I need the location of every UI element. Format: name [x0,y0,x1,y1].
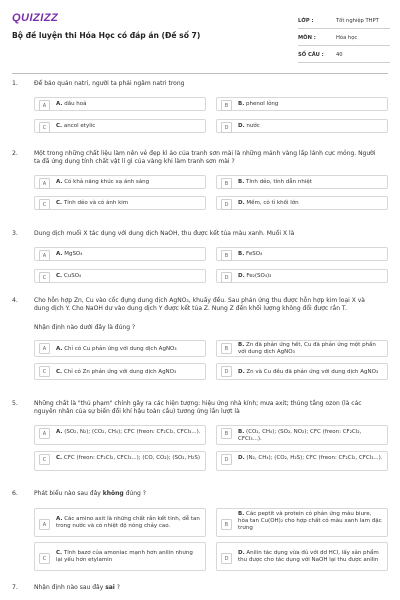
answer-option-d[interactable] [216,196,388,210]
option-text: Tính dẻo, tính dẫn nhiệt [246,179,312,185]
option-letter: A [39,178,50,189]
option-prefix: D. [238,455,245,461]
option-text: Anilin tác dụng vừa đủ với dd HCl, lấy sản phẩm thu được cho tác dụng với NaOH lại thu được anilin [238,550,379,563]
answer-option-d[interactable] [216,542,388,571]
option-letter: D [221,366,232,377]
worksheet-meta [298,14,390,65]
option-prefix: A. [56,346,63,352]
option-text: (SO₂, N₂); (CO₂, CH₄); CFC (freon: CF₂Cl₂, CFCl₃...). [64,429,201,435]
answer-option-d[interactable] [216,119,388,133]
option-text: nước [246,123,260,129]
option-text: Chỉ có Zn phản ứng với dung dịch AgNO₃ [63,369,177,375]
question-number: 3. [12,230,18,237]
meta-row-count [298,48,390,63]
option-prefix: B. [238,179,245,185]
answer-option-b[interactable] [216,340,388,357]
answer-option-a[interactable] [34,247,206,261]
option-text: Mềm, có tỉ khối lớn [246,200,299,206]
option-text: dầu hoả [64,101,87,107]
answer-option-b[interactable] [216,508,388,537]
option-text: Chỉ có Cu phản ứng với dung dịch AgNO₃ [64,346,177,352]
answer-option-c[interactable] [34,363,206,380]
answer-option-c[interactable] [34,542,206,571]
question-number: 5. [12,400,18,407]
question-number: 7. [12,584,18,591]
question-text: Để bảo quản natri, người ta phải ngâm natri trong [34,80,185,87]
option-letter: C [39,199,50,210]
meta-label: SỐ CÂU : [298,52,324,58]
quizizz-logo: QUIZIZZ [12,12,59,24]
option-prefix: B. [238,429,245,435]
option-text: MgSO₄ [64,251,83,257]
option-prefix: D. [238,123,245,129]
answer-option-d[interactable] [216,451,388,471]
header-divider [12,73,388,74]
option-prefix: A. [56,101,63,107]
option-prefix: B. [238,251,245,257]
option-prefix: A. [56,429,63,435]
answer-option-c[interactable] [34,196,206,210]
option-prefix: A. [56,179,63,185]
option-text: phenol lỏng [246,101,279,107]
question-text: Nhận định nào sau đây sai ? [34,584,120,591]
option-letter: C [39,122,50,133]
option-letter: B [221,519,232,530]
answer-option-d[interactable] [216,363,388,380]
option-prefix: D. [238,550,245,556]
option-text: Tính dẻo và có ánh kim [63,200,129,206]
option-prefix: B. [238,101,245,107]
answer-option-b[interactable] [216,425,388,445]
option-text: CuSO₄ [63,273,82,279]
option-prefix: D. [238,273,245,279]
answer-option-c[interactable] [34,119,206,133]
option-letter: B [221,343,232,354]
option-prefix: D. [238,369,245,375]
option-letter: B [221,178,232,189]
option-prefix: C. [56,200,63,206]
question-number: 2. [12,150,18,157]
answer-options [34,247,388,283]
answer-option-a[interactable] [34,340,206,357]
option-prefix: C. [56,273,63,279]
option-letter: C [39,553,50,564]
option-text: Tính bazơ của amoniac mạnh hơn anilin nhưng lại yếu hơn etylamin [56,550,193,563]
option-prefix: A. [56,516,63,522]
option-text: (CO₂, CH₄); (SO₂, NO₂); CFC (freon: CF₂Cl₂, CFCl₃...). [238,429,362,442]
option-text: FeSO₄ [246,251,263,257]
meta-value: Hóa học [336,35,358,41]
answer-option-a[interactable] [34,425,206,445]
question-text: Cho hỗn hợp Zn, Cu vào cốc đựng dung dịch AgNO₃, khuấy đều. Sau phản ứng thu được hỗn hợp kim loại X và dung dịch Y. Cho NaOH dư vào dung dịch Y được kết tủa Z. Nung Z đến khối lượng không đổi được rắn T. [34,297,365,313]
answer-options [34,97,388,133]
option-prefix: C. [56,123,63,129]
option-letter: A [39,250,50,261]
option-prefix: B. [238,342,245,348]
option-letter: A [39,343,50,354]
question-text: Một trong những chất liệu làm nên vẻ đẹp kì ảo của tranh sơn mài là những mảnh vàng lấp lánh cực mỏng. Người ta đã ứng dụng tính chất vật lí gì của vàng khi làm tranh sơn mài ? [34,150,376,166]
answer-option-b[interactable] [216,175,388,189]
option-text: CFC (freon: CF₂Cl₂, CFCl₃...); (CO, CO₂); (SO₂, H₂S) [63,455,200,461]
answer-option-c[interactable] [34,269,206,283]
option-letter: D [221,553,232,564]
option-letter: C [39,366,50,377]
answer-options [34,425,388,471]
option-prefix: A. [56,251,63,257]
answer-option-a[interactable] [34,508,206,537]
option-letter: D [221,122,232,133]
option-text: Zn và Cu đều đã phản ứng với dung dịch AgNO₃ [246,369,379,375]
option-letter: D [221,199,232,210]
answer-option-b[interactable] [216,247,388,261]
answer-option-a[interactable] [34,175,206,189]
answer-option-a[interactable] [34,97,206,111]
option-text: Zn đã phản ứng hết, Cu đã phản ứng một phần với dung dịch AgNO₃ [238,342,376,355]
meta-row-grade [298,14,390,29]
answer-option-c[interactable] [34,451,206,471]
answer-options [34,508,388,571]
answer-option-d[interactable] [216,269,388,283]
option-text: ancol etylic [63,123,96,129]
option-letter: D [221,272,232,283]
meta-label: MÔN : [298,35,316,41]
question-number: 4. [12,297,18,304]
question-number: 6. [12,490,18,497]
answer-options [34,175,388,210]
question-text: Những chất là "thủ phạm" chính gây ra các hiện tượng: hiệu ứng nhà kính; mưa axit; thủng tầng ozon (là các nguyên nhân của sự biến đổi khí hậu toàn cầu) tương ứng lần lượt là [34,400,362,416]
answer-options [34,340,388,380]
option-letter: A [39,428,50,439]
answer-option-b[interactable] [216,97,388,111]
option-prefix: C. [56,369,63,375]
option-prefix: D. [238,200,245,206]
option-text: Fe₂(SO₄)₃ [246,273,272,279]
meta-label: LỚP : [298,18,314,24]
question-prompt: Nhận định nào dưới đây là đúng ? [34,324,136,331]
option-text: Các amino axit là những chất rắn kết tinh, dễ tan trong nước và có nhiệt độ nóng chảy cao. [56,516,200,529]
option-letter: D [221,454,232,465]
option-letter: A [39,519,50,530]
meta-value: Tốt nghiệp THPT [336,18,379,24]
emphasis-word: không [102,490,124,497]
option-letter: A [39,100,50,111]
emphasis-word: sai [105,584,115,591]
option-prefix: C. [56,455,63,461]
option-prefix: C. [56,550,63,556]
meta-row-subject [298,31,390,46]
option-text: Có khả năng khúc xạ ánh sáng [64,179,150,185]
meta-value: 40 [336,52,343,58]
option-letter: C [39,272,50,283]
option-text: (N₂, CH₄); (CO₂, H₂S); CFC (freon: CF₂Cl₂, CFCl₃...). [246,455,383,461]
option-letter: B [221,100,232,111]
option-letter: B [221,250,232,261]
option-letter: B [221,428,232,439]
question-text: Dung dịch muối X tác dụng với dung dịch NaOH, thu được kết tủa màu xanh. Muối X là [34,230,295,237]
page-title: Bộ đề luyện thi Hóa Học có đáp án (Đề số 7) [12,31,201,40]
question-number: 1. [12,80,18,87]
option-letter: C [39,454,50,465]
option-prefix: B. [238,511,245,517]
option-text: Các peptit và protein có phản ứng màu biure, hòa tan Cu(OH)₂ cho hợp chất có màu xanh lam đặc trưng [238,511,382,531]
question-text: Phát biểu nào sau đây không đúng ? [34,490,146,497]
